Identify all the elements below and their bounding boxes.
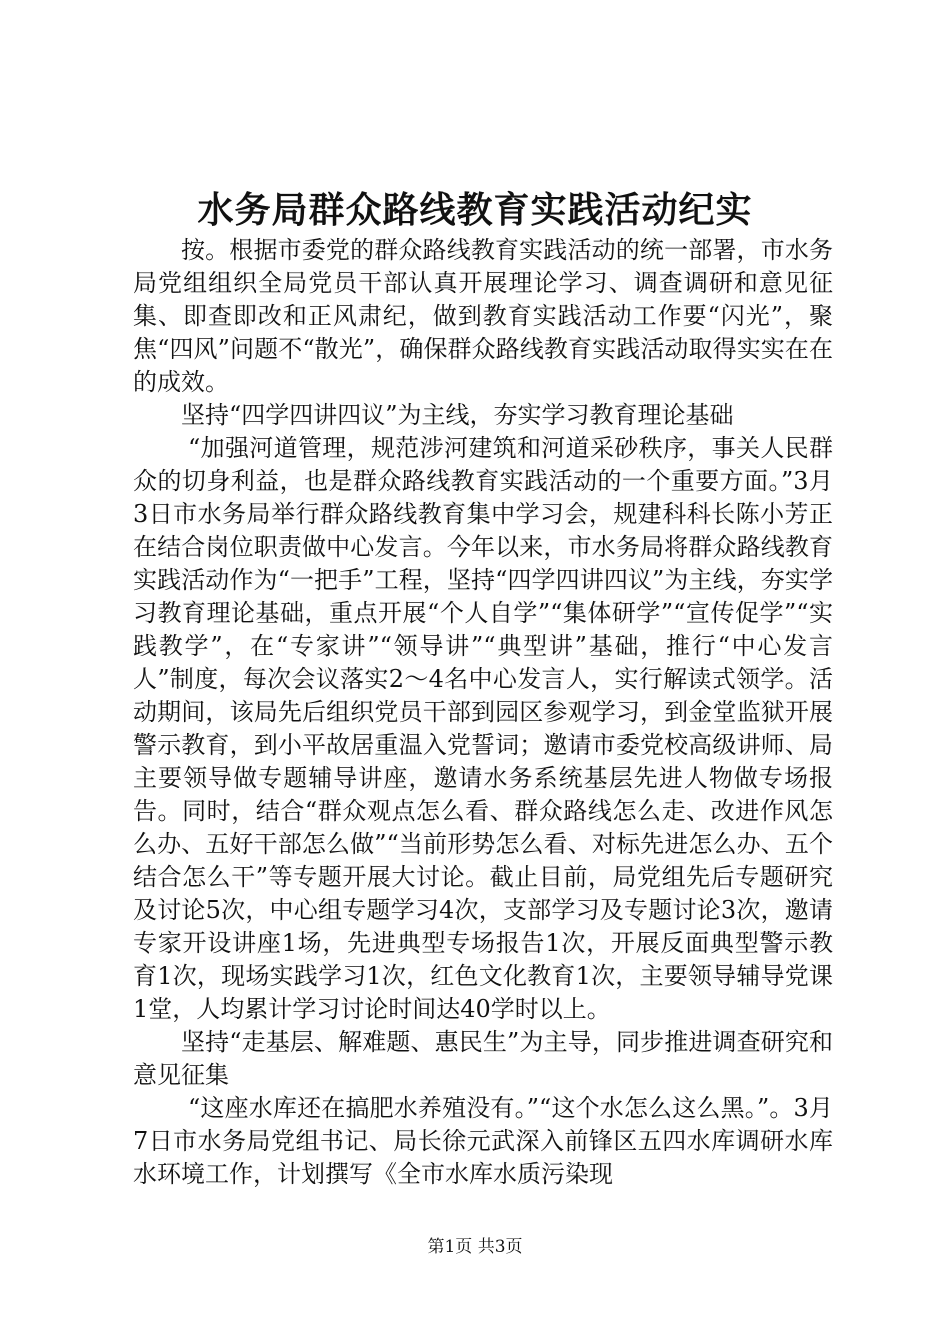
paragraph-research: “这座水库还在搞肥水养殖没有。”“这个水怎么这么黑。”。3月7日市水务局党组书记、局长徐元武深入前锋区五四水库调研水库水环境工作，计划撰写《全市水库水质污染现 bbox=[133, 1094, 833, 1188]
paragraph-study: “加强河道管理，规范涉河建筑和河道采砂秩序，事关人民群众的切身利益，也是群众路线教育实践活动的一个重要方面。”3月3日市水务局举行群众路线教育集中学习会，规建科科长陈小芳正在结合岗位职责做中心发言。今年以来，市水务局将群众路线教育实践活动作为“一把手”工程，坚持“四学四讲四议”为主线，夯实学习教育理论基础，重点开展“个人自学”“集体研学”“宣传促学”“实践教学”，在“专家讲”“领导讲”“典型讲”基础，推行“中心发言人”制度，每次会议落实2～4名中心发言人，实行解读式领学。活动期间，该局先后组织党员干部到园区参观学习，到金堂监狱开展警示教育，到小平故居重温入党誓词；邀请市委党校高级讲师、局主要领导做专题辅导讲座，邀请水务系统基层先进人物做专场报告。同时，结合“群众观点怎么看、群众路线怎么走、改进作风怎么办、五好干部怎么做”“当前形势怎么看、对标先进怎么办、五个结合怎么干”等专题开展大讨论。截止目前，局党组先后专题研究及讨论5次，中心组专题学习4次，支部学习及专题讨论3次，邀请专家开设讲座1场，先进典型专场报告1次，开展反面典型警示教育1次，现场实践学习1次，红色文化教育1次，主要领导辅导党课1堂，人均累计学习讨论时间达40学时以上。 bbox=[133, 434, 833, 1023]
document-body bbox=[133, 234, 833, 1191]
section-heading-research: 坚持“走基层、解难题、惠民生”为主导，同步推进调查研究和意见征集 bbox=[133, 1028, 833, 1089]
page-number-footer: 第1页 共3页 bbox=[427, 1237, 523, 1257]
section-heading-study: 坚持“四学四讲四议”为主线，夯实学习教育理论基础 bbox=[181, 401, 734, 429]
paragraph-intro: 按。根据市委党的群众路线教育实践活动的统一部署，市水务局党组组织全局党员干部认真开展理论学习、调查调研和意见征集、即查即改和正风肃纪，做到教育实践活动工作要“闪光”，聚焦“四风”问题不“散光”，确保群众路线教育实践活动取得实实在在的成效。 bbox=[133, 236, 833, 396]
document-title: 水务局群众路线教育实践活动纪实 bbox=[197, 189, 753, 231]
